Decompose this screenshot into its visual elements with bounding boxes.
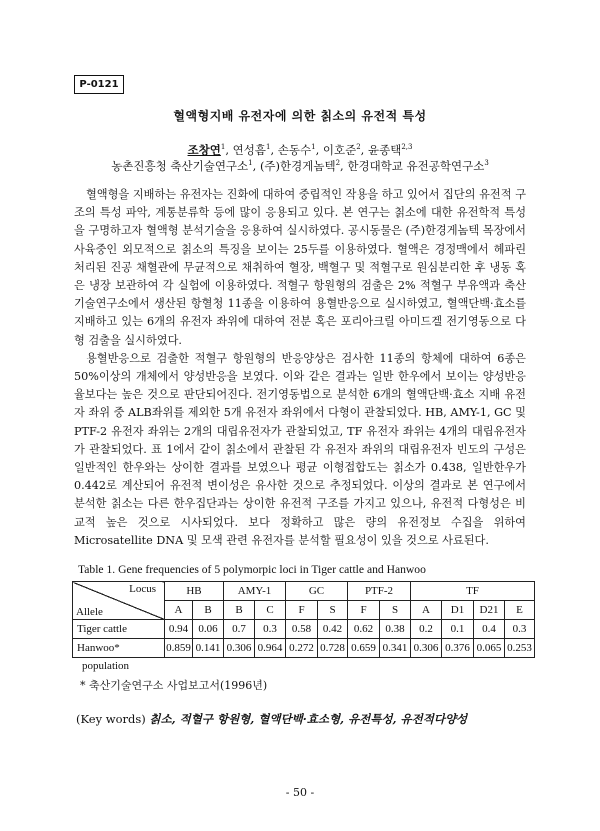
allele-header: B xyxy=(224,601,255,620)
allele-header: A xyxy=(165,601,193,620)
allele-header: F xyxy=(286,601,318,620)
table-cell: 0.728 xyxy=(318,639,348,658)
table-row xyxy=(73,639,535,658)
table-cell: 0.341 xyxy=(380,639,411,658)
author-affil-mark: 2 xyxy=(356,143,361,152)
paper-title: 혈액형지배 유전자에 의한 칡소의 유전적 특성 xyxy=(173,109,427,123)
affiliation-mark: 1 xyxy=(248,159,253,168)
author-affil-mark: 1 xyxy=(265,143,271,152)
affiliation-mark: 3 xyxy=(484,159,489,168)
table-cell: 0.38 xyxy=(380,620,411,639)
corner-allele-label: Allele xyxy=(76,606,103,618)
table-cell: 0.62 xyxy=(348,620,380,639)
table-footnote: * 축산기술연구소 사업보고서(1996년) xyxy=(80,679,268,692)
author-affil-mark: 1 xyxy=(311,143,316,152)
table-cell: 0.306 xyxy=(411,639,442,658)
author-line: 조창연$^1$, 연성흠$^1$, 손동수$^1$, 이호준$^2$, 윤종택$^{2,3}$ xyxy=(187,143,413,157)
table-cell: 0.3 xyxy=(505,620,535,639)
corner-locus-label: Locus xyxy=(129,583,156,595)
allele-header: S xyxy=(380,601,411,620)
allele-header: E xyxy=(505,601,535,620)
body-paragraph: 용혈반응으로 검출한 적혈구 항원형의 반응양상은 검사한 11종의 항체에 대하여 6종은 50%이상의 개체에서 양성반응을 보였다. 이와 같은 결과는 일반 한우에서 보이는 양성반응율보다는 높은 것으로 판단되어진다. 전기영동법으로 분석한 6개의 혈액단백·효소 지배 유전자 좌위 중 ALB좌위를 제외한 5개 유전자 좌위에서 다형이 관찰되었다. HB, AMY-1, GC 및 PTF-2 유전자 좌위는 2개의 대립유전자가 관찰되었고, TF 유전자 좌위는 4개의 대립유전자가 관찰되었다. 표 1에서 같이 칡소에서 관찰된 각 유전자 좌위의 대립유전자 빈도의 구성은 일반적인 한우와는 상이한 결과를 보였으나 평균 이형접합도는 칡소가 0.438, 일반한우가 0.442로 계산되어 유전적 변이성은 유사한 것으로 추정되었다. 이상의 결과로 본 연구에서 분석한 칡소는 다른 한우집단과는 상이한 유전적 구조를 가지고 있으나, 유전적 다형성은 비교적 높은 것으로 시사되었다. 보다 정확하고 많은 량의 유전정보 수집을 위하여 Microsatellite DNA 및 모색 관련 유전자를 분석할 필요성이 있을 것으로 사료된다. xyxy=(74,351,526,547)
table-cell: 0.06 xyxy=(193,620,224,639)
author-affil-mark: 2,3 xyxy=(401,143,413,152)
table-cell: 0.141 xyxy=(193,639,224,658)
table-cell: 0.7 xyxy=(224,620,255,639)
body-paragraph: 혈액형을 지배하는 유전자는 진화에 대하여 중립적인 작용을 하고 있어서 집단의 유전적 구조의 특성 파악, 계통분류학 등에 많이 응용되고 있다. 본 연구는 칡소에 대한 유전학적 특성을 구명하고자 혈액형 분석기술을 응용하여 실시하였다. 공시동물은 (주)한경게놈텍 목장에서 사육중인 외모적으로 칡소의 특징을 보이는 25두를 이용하였다. 혈액은 경정맥에서 헤파린 처리된 진공 채혈관에 무균적으로 채취하여 혈장, 백혈구 및 적혈구로 원심분리한 후 냉동 혹은 냉장 보관하여 각 실험에 이용하였다. 적혈구 항원형의 검출은 2% 적혈구 부유액과 축산기술연구소에서 생산된 항혈청 11종을 이용하여 용혈반응으로 실시하였고, 혈액단백·효소를 지배하고 있는 6개의 유전자 좌위에 대하여 전분 혹은 포리아크릴 아미드겔 전기영동으로 다형 검출을 실시하였다. xyxy=(74,188,526,347)
allele-header: S xyxy=(318,601,348,620)
table-cell: 0.253 xyxy=(505,639,535,658)
author-name: 윤종택 xyxy=(367,143,402,157)
presenter-affil-mark: 1 xyxy=(220,143,226,152)
keywords-line xyxy=(76,711,467,727)
table-cell: 0.065 xyxy=(474,639,505,658)
table-cell: 0.376 xyxy=(442,639,474,658)
table-cell: 0.1 xyxy=(442,620,474,639)
allele-header: B xyxy=(193,601,224,620)
locus-header: HB xyxy=(165,582,224,601)
table-row xyxy=(73,620,535,639)
table-cell: 0.272 xyxy=(286,639,318,658)
author-name: 손동수 xyxy=(277,143,312,157)
affiliation-line: 농촌진흥청 축산기술연구소$^1$, (주)한경게놈텍$^2$, 한경대학교 유전공학연구소$^3$ xyxy=(111,159,489,173)
keywords-label: (Key words) xyxy=(76,712,146,726)
allele-header: F xyxy=(348,601,380,620)
row-label-continuation: population xyxy=(82,660,130,672)
table-cell: 0.306 xyxy=(224,639,255,658)
table-cell: 0.2 xyxy=(411,620,442,639)
author-name: 연성흠 xyxy=(232,143,266,157)
page-number: - 50 - xyxy=(285,786,315,799)
allele-header: A xyxy=(411,601,442,620)
locus-header: GC xyxy=(286,582,348,601)
gene-frequency-table xyxy=(72,581,535,658)
table-cell: 0.3 xyxy=(255,620,286,639)
affiliation: 농촌진흥청 축산기술연구소 xyxy=(111,159,249,173)
table-cell: 0.58 xyxy=(286,620,318,639)
row-label: Tiger cattle xyxy=(73,620,165,639)
affiliation: (주)한경게놈텍 xyxy=(259,159,336,173)
table-caption: Table 1. Gene frequencies of 5 polymorpic loci in Tiger cattle and Hanwoo xyxy=(78,563,426,576)
table-cell: 0.859 xyxy=(165,639,193,658)
table-header-row xyxy=(73,582,535,601)
affiliation: 한경대학교 유전공학연구소 xyxy=(347,159,485,173)
allele-header: D1 xyxy=(442,601,474,620)
affiliation-mark: 2 xyxy=(335,159,341,168)
locus-header: TF xyxy=(411,582,535,601)
table-cell: 0.659 xyxy=(348,639,380,658)
presenter-name: 조창연 xyxy=(187,143,221,157)
table-cell: 0.964 xyxy=(255,639,286,658)
abstract-body xyxy=(74,186,526,550)
locus-header: AMY-1 xyxy=(224,582,286,601)
locus-header: PTF-2 xyxy=(348,582,411,601)
author-name: 이호준 xyxy=(322,143,357,157)
row-label: Hanwoo* xyxy=(73,639,165,658)
table-cell: 0.94 xyxy=(165,620,193,639)
allele-header: D21 xyxy=(474,601,505,620)
keywords-list: 칡소, 적혈구 항원형, 혈액단백·효소형, 유전특성, 유전적다양성 xyxy=(149,712,468,726)
table-cell: 0.42 xyxy=(318,620,348,639)
allele-header: C xyxy=(255,601,286,620)
table-corner-cell xyxy=(73,582,165,620)
abstract-code: P-0121 xyxy=(74,75,124,94)
table-cell: 0.4 xyxy=(474,620,505,639)
